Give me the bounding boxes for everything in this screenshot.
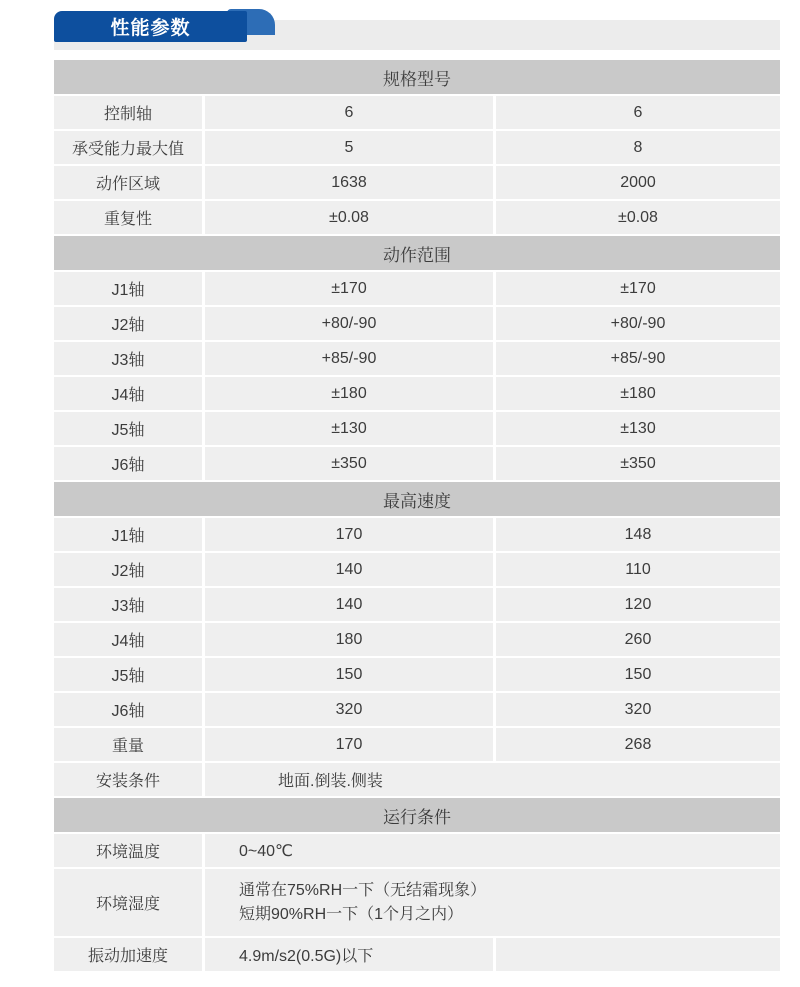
table-row [54, 412, 780, 445]
row-label: J5轴 [54, 658, 202, 691]
row-label: 安装条件 [54, 763, 202, 796]
row-label: J1轴 [54, 518, 202, 551]
row-value-line: 通常在75%RH一下（无结霜现象） [239, 881, 487, 899]
row-value: ±180 [205, 377, 493, 410]
row-label: 环境湿度 [54, 869, 202, 936]
section-header: 运行条件 [54, 798, 780, 832]
table-row [54, 377, 780, 410]
section-title-ribbon [0, 0, 800, 56]
section-header: 最高速度 [54, 482, 780, 516]
row-value [205, 869, 780, 936]
section-header: 动作范围 [54, 236, 780, 270]
row-label: 振动加速度 [54, 938, 202, 971]
row-value-line: 短期90%RH一下（1个月之内） [239, 905, 464, 923]
row-value: 6 [496, 96, 780, 129]
table-row [54, 131, 780, 164]
row-label: J5轴 [54, 412, 202, 445]
table-row [54, 588, 780, 621]
table-row [54, 307, 780, 340]
table-row [54, 623, 780, 656]
row-value: 320 [496, 693, 780, 726]
table-row [54, 693, 780, 726]
table-row [54, 272, 780, 305]
row-value: 2000 [496, 166, 780, 199]
row-value: 260 [496, 623, 780, 656]
row-value: ±0.08 [496, 201, 780, 234]
row-label: J2轴 [54, 553, 202, 586]
row-value: 120 [496, 588, 780, 621]
row-value: ±130 [205, 412, 493, 445]
row-value: ±350 [496, 447, 780, 480]
table-row [54, 447, 780, 480]
row-label: 重复性 [54, 201, 202, 234]
row-value: +85/-90 [496, 342, 780, 375]
row-label: J4轴 [54, 623, 202, 656]
row-value: 1638 [205, 166, 493, 199]
section-header: 规格型号 [54, 60, 780, 94]
row-value: 140 [205, 588, 493, 621]
row-label: J1轴 [54, 272, 202, 305]
row-value: 110 [496, 553, 780, 586]
row-label: J4轴 [54, 377, 202, 410]
table-row [54, 728, 780, 761]
row-value: 268 [496, 728, 780, 761]
table-row [54, 201, 780, 234]
table-row [54, 938, 780, 971]
row-label: 环境温度 [54, 834, 202, 867]
row-label: 控制轴 [54, 96, 202, 129]
row-value: +85/-90 [205, 342, 493, 375]
row-value: 170 [205, 728, 493, 761]
row-value: 6 [205, 96, 493, 129]
row-value: ±170 [496, 272, 780, 305]
row-label: 重量 [54, 728, 202, 761]
table-row [54, 342, 780, 375]
row-value: +80/-90 [496, 307, 780, 340]
row-value: 150 [205, 658, 493, 691]
table-row [54, 869, 780, 936]
table-row [54, 763, 780, 796]
row-value: ±170 [205, 272, 493, 305]
table-row [54, 518, 780, 551]
table-row [54, 96, 780, 129]
row-label: J3轴 [54, 342, 202, 375]
row-value: 170 [205, 518, 493, 551]
row-value: 148 [496, 518, 780, 551]
row-value: 150 [496, 658, 780, 691]
row-label: 动作区域 [54, 166, 202, 199]
row-label: J6轴 [54, 693, 202, 726]
row-value: ±130 [496, 412, 780, 445]
spec-table [54, 60, 780, 973]
row-label: J6轴 [54, 447, 202, 480]
row-value: 180 [205, 623, 493, 656]
table-row [54, 553, 780, 586]
row-value: 5 [205, 131, 493, 164]
row-label: J2轴 [54, 307, 202, 340]
row-value: 4.9m/s2(0.5G)以下 [205, 938, 493, 971]
row-value: 地面.倒装.侧装 [205, 763, 780, 796]
row-value: ±180 [496, 377, 780, 410]
row-value: 0~40℃ [205, 834, 780, 867]
row-label: 承受能力最大值 [54, 131, 202, 164]
table-row [54, 658, 780, 691]
row-value: 320 [205, 693, 493, 726]
table-row [54, 166, 780, 199]
row-value: ±350 [205, 447, 493, 480]
row-value: ±0.08 [205, 201, 493, 234]
page-title: 性能参数 [54, 11, 247, 42]
table-row [54, 834, 780, 867]
row-value [496, 938, 780, 971]
row-value: 140 [205, 553, 493, 586]
row-value: +80/-90 [205, 307, 493, 340]
row-value: 8 [496, 131, 780, 164]
row-label: J3轴 [54, 588, 202, 621]
